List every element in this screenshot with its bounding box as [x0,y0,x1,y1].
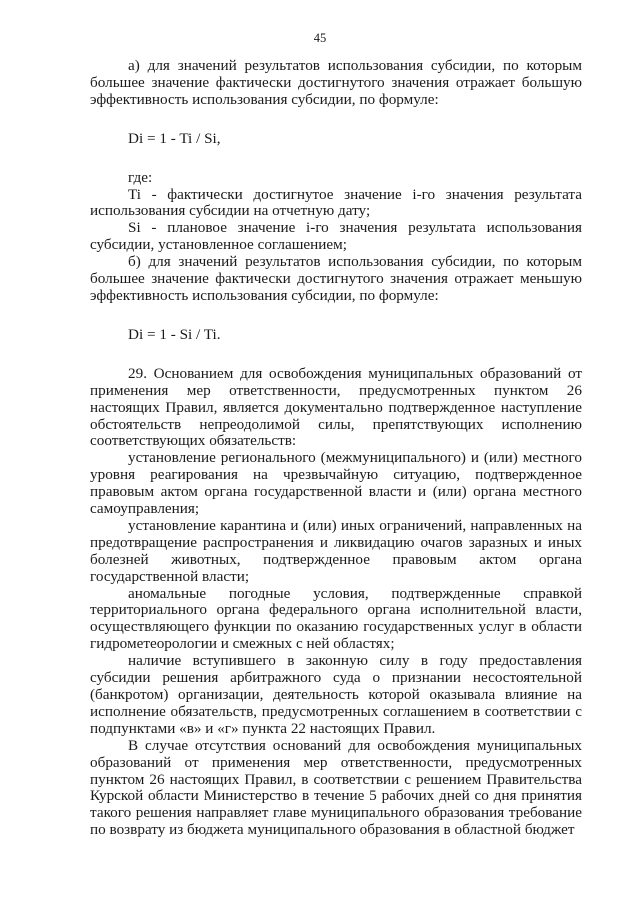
where-label: где: [128,168,153,186]
definition-ti: Ti - фактически достигнутое значение i-го значения результата использования субсидии на отчетную дату; [90,185,582,220]
document-body [90,58,582,839]
page-number: 45 [313,31,327,45]
paragraph-b-intro: б) для значений результатов использования субсидии, по которым большее значение фактически достигнутого значения отражает меньшую эффективность использования субсидии, по формуле: [90,253,582,304]
formula-b: Di = 1 - Si / Ti. [128,325,221,343]
paragraph-final: В случае отсутствия оснований для освобождения муниципальных образований от применения мер ответственности, предусмотренных пунктом 26 настоящих Правил, в соответствии с решением Правительства Курской области Министерство в течение 5 рабочих дней со дня принятия такого решения направляет главе муниципального образования требование по возврату из бюджета муниципального образования в областной бюджет [90,736,582,839]
definition-si: Si - плановое значение i-го значения результата использования субсидии, установленное соглашением; [90,219,582,254]
paragraph-29: 29. Основанием для освобождения муниципальных образований от применения мер ответственности, предусмотренных пунктом 26 настоящих Правил, является документально подтвержденное наступление обстоятельств непреодолимой силы, препятствующих исполнению соответствующих обязательств: [90,364,582,450]
list-item-bankruptcy: наличие вступившего в законную силу в году предоставления субсидии решения арбитражного суда о признании несостоятельной (банкротом) организации, деятельность которой оказывала влияние на исполнение обязательств, предусмотренных соглашением в соответствии с подпунктами «в» и «г» пункта 22 настоящих Правил. [90,652,582,737]
paragraph-a-intro: а) для значений результатов использования субсидии, по которым большее значение фактически достигнутого значения отражает большую эффективность использования субсидии, по формуле: [90,57,582,108]
list-item-emergency: установление регионального (межмуниципального) и (или) местного уровня реагирования на чрезвычайную ситуацию, подтвержденное правовым актом органа государственной власти и (или) органа местного самоуправления; [90,449,582,518]
list-item-weather: аномальные погодные условия, подтвержденные справкой территориального органа федерального органа исполнительной власти, осуществляющего функции по оказанию государственных услуг в области гидрометеорологии и смежных с ней областях; [90,584,582,653]
list-item-quarantine: установление карантина и (или) иных ограничений, направленных на предотвращение распространения и ликвидацию очагов заразных и иных болезней животных, подтвержденное правовым актом органа государственной власти; [90,516,582,585]
formula-a: Di = 1 - Ti / Si, [128,129,221,147]
